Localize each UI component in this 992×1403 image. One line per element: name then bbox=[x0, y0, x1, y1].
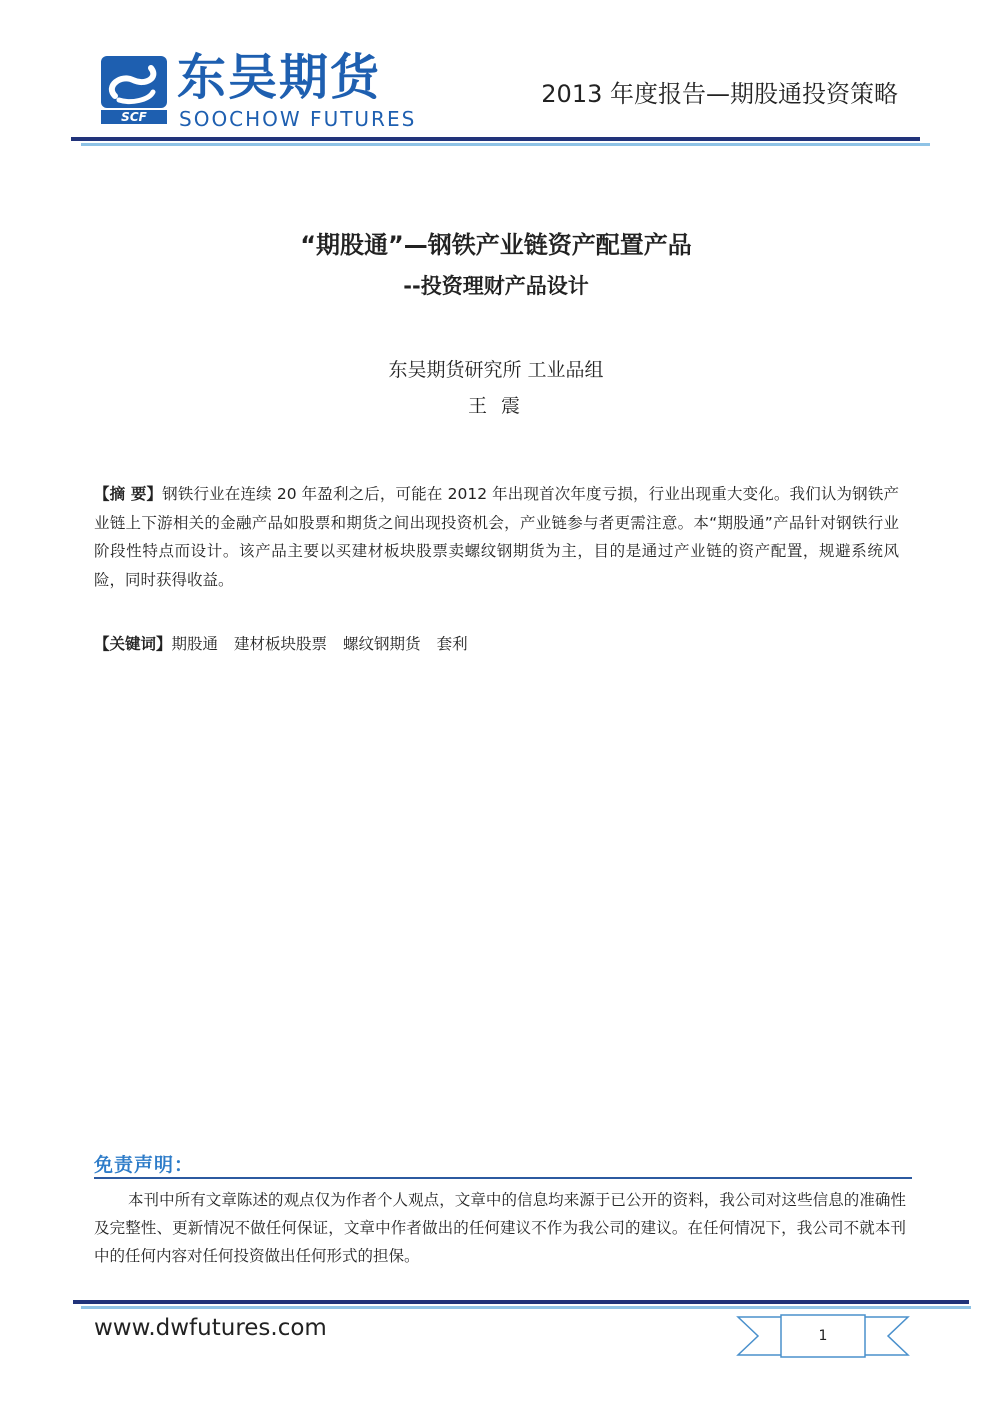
logo-mark-text: SCF bbox=[121, 110, 147, 124]
document-title: “期股通”—钢铁产业链资产配置产品 bbox=[300, 231, 692, 259]
report-header-title: 2013 年度报告—期股通投资策略 bbox=[541, 80, 898, 108]
abstract-text: 钢铁行业在连续 20 年盈利之后，可能在 2012 年出现首次年度亏损，行业出现重大变化。我们认为钢铁产业链上下游相关的金融产品如股票和期货之间出现投资机会，产业链参与者更需注意。本“期股通”产品针对钢铁行业阶段性特点而设计。该产品主要以买建材板块股票卖螺纹钢期货为主，目的是通过产业链的资产配置，规避系统风险，同时获得收益。 bbox=[94, 485, 899, 589]
disclaimer-text: 本刊中所有文章陈述的观点仅为作者个人观点，文章中的信息均来源于已公开的资料，我公司对这些信息的准确性及完整性、更新情况不做任何保证，文章中作者做出的任何建议不作为我公司的建议。在任何情况下，我公司不就本刊中的任何内容对任何投资做出任何形式的担保。 bbox=[94, 1191, 906, 1265]
footer-rule bbox=[73, 1300, 969, 1304]
author-name: 王 震 bbox=[467, 395, 525, 417]
keyword: 期股通 bbox=[171, 635, 219, 653]
header-rule bbox=[71, 137, 920, 141]
keyword: 螺纹钢期货 bbox=[343, 635, 421, 653]
disclaimer-title: 免责声明： bbox=[94, 1154, 195, 1176]
keywords-label: 【关键词】 bbox=[94, 635, 172, 653]
document-subtitle: --投资理财产品设计 bbox=[403, 274, 589, 298]
logo-english-name: SOOCHOW FUTURES bbox=[179, 107, 417, 131]
header-rule-shadow bbox=[81, 143, 930, 146]
website-url: www.dwfutures.com bbox=[94, 1315, 327, 1341]
logo-chinese-name: 东吴期货 bbox=[177, 49, 382, 106]
company-logo-icon bbox=[101, 56, 167, 124]
keyword: 建材板块股票 bbox=[234, 635, 328, 653]
page-number: 1 bbox=[818, 1328, 828, 1344]
footer-rule-shadow bbox=[81, 1306, 971, 1309]
keyword: 套利 bbox=[436, 635, 468, 653]
abstract-paragraph bbox=[94, 480, 899, 594]
abstract-label: 【摘 要】 bbox=[94, 485, 163, 503]
keywords-line bbox=[94, 630, 899, 658]
author-organization: 东吴期货研究所 工业品组 bbox=[388, 359, 604, 381]
disclaimer-rule bbox=[94, 1177, 912, 1179]
